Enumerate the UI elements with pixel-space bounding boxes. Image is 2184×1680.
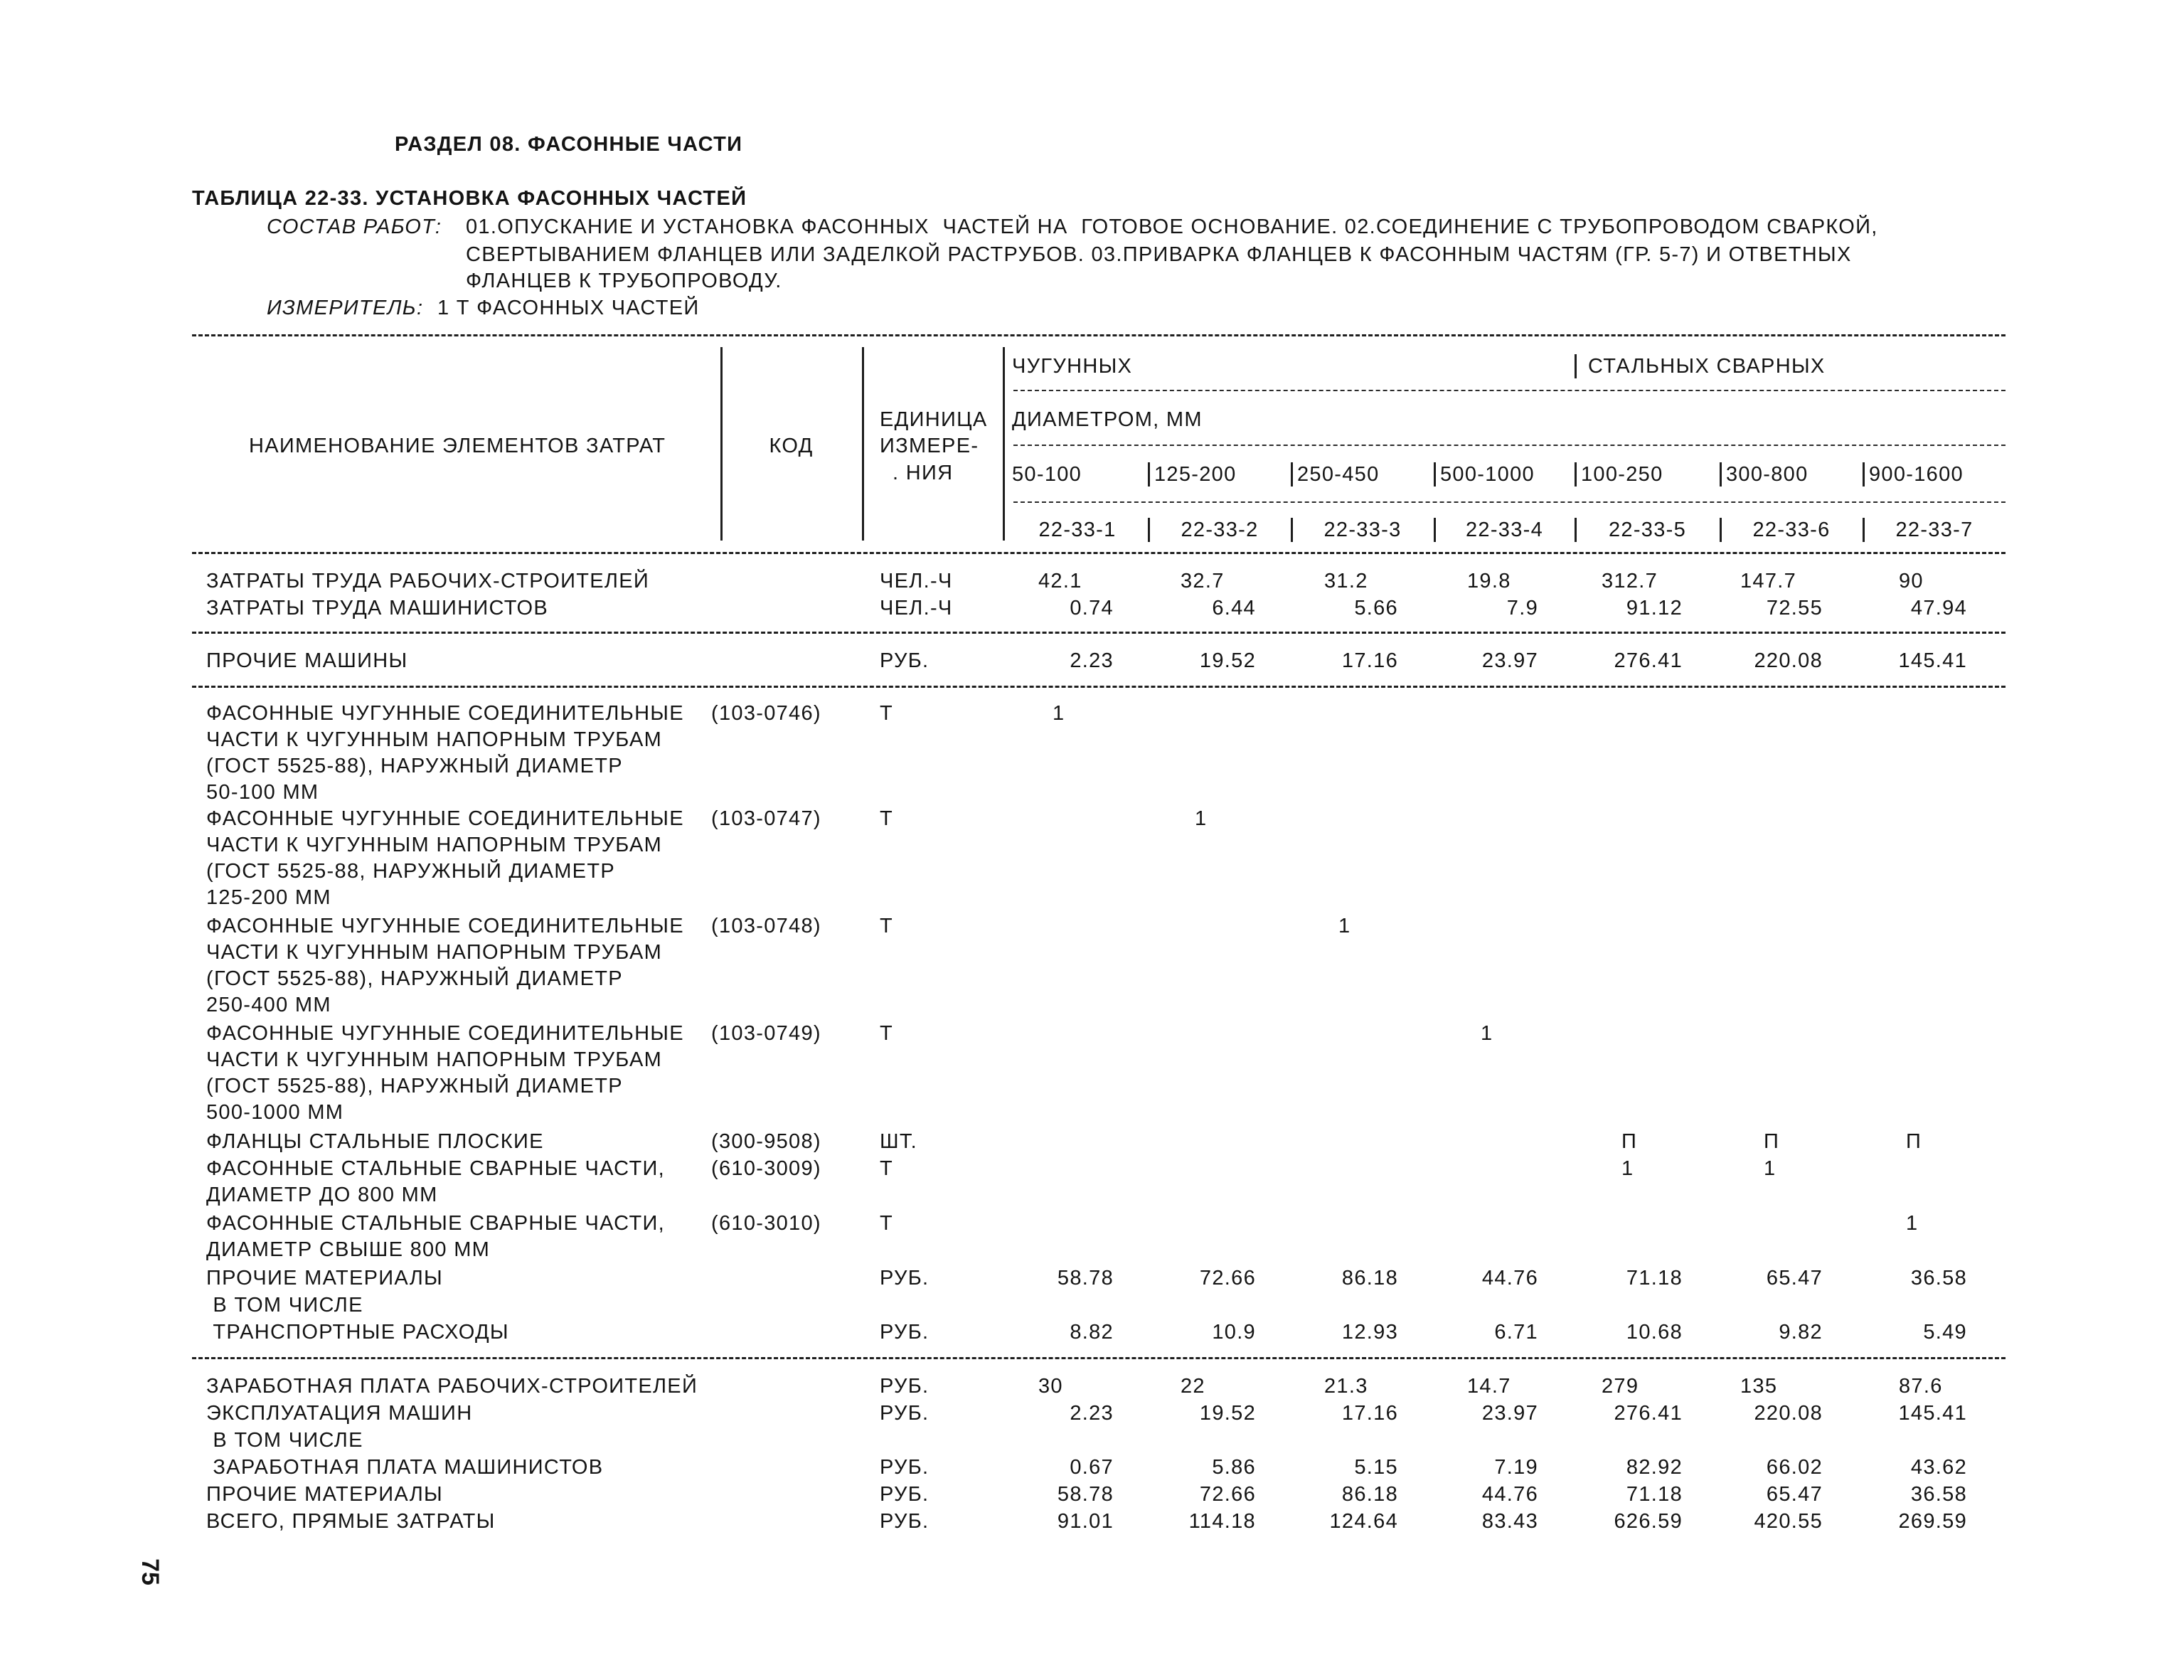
row-value: 5.49 — [1923, 1321, 1967, 1344]
material-name: 50-100 ММ — [206, 781, 319, 804]
total-value: 87.6 — [1899, 1375, 1943, 1398]
row-value: 5.66 — [1354, 597, 1398, 620]
col-separator — [1863, 462, 1865, 487]
material-code: (103-0747) — [711, 807, 821, 830]
total-value: 5.15 — [1354, 1456, 1398, 1479]
material-name: (ГОСТ 5525-88, НАРУЖНЫЙ ДИАМЕТР — [206, 860, 615, 883]
row-value: 71.18 — [1626, 1267, 1683, 1290]
col-separator — [1434, 462, 1436, 487]
material-code: (103-0746) — [711, 702, 821, 725]
column-code: 22-33-5 — [1608, 519, 1687, 541]
row-value: 17.16 — [1341, 649, 1398, 672]
material-value: П — [1764, 1130, 1780, 1153]
material-name: (ГОСТ 5525-88), НАРУЖНЫЙ ДИАМЕТР — [206, 1075, 623, 1097]
total-value: 65.47 — [1766, 1483, 1823, 1506]
material-unit: Т — [880, 702, 894, 725]
column-code: 22-33-3 — [1323, 519, 1402, 541]
total-value: 19.52 — [1199, 1402, 1256, 1425]
material-value: 1 — [1906, 1212, 1919, 1235]
total-name: ЭКСПЛУАТАЦИЯ МАШИН — [206, 1402, 473, 1425]
range-label: 300-800 — [1726, 463, 1809, 486]
total-unit: РУБ. — [880, 1375, 929, 1398]
row-value: 42.1 — [1038, 570, 1082, 592]
material-name: ЧАСТИ К ЧУГУННЫМ НАПОРНЫМ ТРУБАМ — [206, 941, 663, 964]
work-composition-label: СОСТАВ РАБОТ: — [267, 216, 442, 238]
material-code: (300-9508) — [711, 1130, 821, 1153]
total-value: 22 — [1181, 1375, 1205, 1398]
total-value: 44.76 — [1481, 1483, 1538, 1506]
material-unit: Т — [880, 807, 894, 830]
row-value: 19.8 — [1467, 570, 1511, 592]
total-name: ПРОЧИЕ МАТЕРИАЛЫ — [206, 1483, 444, 1506]
row-name: ЗАТРАТЫ ТРУДА МАШИНИСТОВ — [206, 597, 549, 620]
material-name: ДИАМЕТР СВЫШЕ 800 ММ — [206, 1238, 491, 1261]
rule-section — [192, 686, 2005, 688]
total-value: 83.43 — [1481, 1510, 1538, 1533]
row-value: 312.7 — [1602, 570, 1658, 592]
total-value: 43.62 — [1910, 1456, 1967, 1479]
total-value: 626.59 — [1614, 1510, 1683, 1533]
material-code: (610-3010) — [711, 1212, 821, 1235]
total-value: 0.67 — [1070, 1456, 1114, 1479]
row-value: 2.23 — [1070, 649, 1114, 672]
total-value: 71.18 — [1626, 1483, 1683, 1506]
row-value: 91.12 — [1626, 597, 1683, 620]
material-unit: ШТ. — [880, 1130, 918, 1153]
page-number: 75 — [137, 1558, 164, 1585]
total-value: 21.3 — [1324, 1375, 1368, 1398]
material-name: ФАСОННЫЕ СТАЛЬНЫЕ СВАРНЫЕ ЧАСТИ, — [206, 1157, 665, 1180]
range-label: 100-250 — [1581, 463, 1663, 486]
material-name: (ГОСТ 5525-88), НАРУЖНЫЙ ДИАМЕТР — [206, 967, 623, 990]
row-unit: РУБ. — [880, 649, 929, 672]
material-unit: Т — [880, 1157, 894, 1180]
total-value: 91.01 — [1057, 1510, 1114, 1533]
col-separator — [1720, 462, 1722, 487]
material-value: 1 — [1764, 1157, 1777, 1180]
column-code: 22-33-1 — [1038, 519, 1117, 541]
material-name: 250-400 ММ — [206, 994, 331, 1016]
material-name: ФАСОННЫЕ ЧУГУННЫЕ СОЕДИНИТЕЛЬНЫЕ — [206, 1022, 684, 1045]
row-unit: ЧЕЛ.-Ч — [880, 597, 953, 620]
row-value: 23.97 — [1481, 649, 1538, 672]
total-name: В ТОМ ЧИСЛЕ — [206, 1429, 363, 1452]
row-value: 19.52 — [1199, 649, 1256, 672]
total-value: 114.18 — [1188, 1510, 1256, 1533]
material-name: ЧАСТИ К ЧУГУННЫМ НАПОРНЫМ ТРУБАМ — [206, 728, 663, 751]
row-value: 90 — [1899, 570, 1924, 592]
total-value: 2.23 — [1070, 1402, 1114, 1425]
material-name: ФЛАНЦЫ СТАЛЬНЫЕ ПЛОСКИЕ — [206, 1130, 544, 1153]
range-label: 125-200 — [1154, 463, 1237, 486]
row-value: 65.47 — [1766, 1267, 1823, 1290]
row-unit: РУБ. — [880, 1267, 929, 1290]
material-name: ФАСОННЫЕ ЧУГУННЫЕ СОЕДИНИТЕЛЬНЫЕ — [206, 702, 684, 725]
col-separator — [1148, 462, 1150, 487]
rule-section — [192, 632, 2005, 634]
material-unit: Т — [880, 1212, 894, 1235]
material-name: ФАСОННЫЕ ЧУГУННЫЕ СОЕДИНИТЕЛЬНЫЕ — [206, 915, 684, 937]
range-label: 900-1600 — [1869, 463, 1964, 486]
row-value: 72.66 — [1199, 1267, 1256, 1290]
material-name: 125-200 ММ — [206, 886, 331, 909]
row-value: 276.41 — [1614, 649, 1683, 672]
material-value: 1 — [1195, 807, 1208, 830]
rule-top — [192, 334, 2005, 336]
total-value: 17.16 — [1341, 1402, 1398, 1425]
column-code: 22-33-7 — [1895, 519, 1973, 541]
material-code: (610-3009) — [711, 1157, 821, 1180]
total-value: 279 — [1602, 1375, 1639, 1398]
row-name: ПРОЧИЕ МАШИНЫ — [206, 649, 408, 672]
total-value: 23.97 — [1481, 1402, 1538, 1425]
total-value: 145.41 — [1898, 1402, 1967, 1425]
material-code: (103-0749) — [711, 1022, 821, 1045]
total-value: 269.59 — [1898, 1510, 1967, 1533]
total-name: ЗАРАБОТНАЯ ПЛАТА РАБОЧИХ-СТРОИТЕЛЕЙ — [206, 1375, 698, 1398]
material-value: П — [1621, 1130, 1638, 1153]
row-value: 10.9 — [1212, 1321, 1256, 1344]
total-value: 30 — [1038, 1375, 1063, 1398]
row-name: В ТОМ ЧИСЛЕ — [206, 1294, 363, 1317]
row-value: 86.18 — [1341, 1267, 1398, 1290]
row-value: 10.68 — [1626, 1321, 1683, 1344]
rule-header-bottom — [192, 552, 2005, 554]
material-value: 1 — [1481, 1022, 1493, 1045]
row-value: 32.7 — [1181, 570, 1225, 592]
col-separator — [1575, 462, 1577, 487]
row-name: ТРАНСПОРТНЫЕ РАСХОДЫ — [206, 1321, 509, 1344]
range-label: 50-100 — [1012, 463, 1082, 486]
section-title: РАЗДЕЛ 08. ФАСОННЫЕ ЧАСТИ — [395, 133, 743, 156]
header-code: КОД — [769, 435, 814, 457]
work-composition-line: ФЛАНЦЕВ К ТРУБОПРОВОДУ. — [466, 270, 782, 292]
material-value: П — [1906, 1130, 1922, 1153]
range-label: 500-1000 — [1440, 463, 1535, 486]
total-value: 5.86 — [1212, 1456, 1256, 1479]
material-value: 1 — [1338, 915, 1351, 937]
total-value: 135 — [1740, 1375, 1778, 1398]
col-separator — [1003, 347, 1005, 541]
col-separator — [862, 347, 864, 541]
row-unit: ЧЕЛ.-Ч — [880, 570, 953, 592]
measure-label: ИЗМЕРИТЕЛЬ: — [267, 297, 424, 319]
row-value: 0.74 — [1070, 597, 1114, 620]
measure-value: 1 Т ФАСОННЫХ ЧАСТЕЙ — [437, 297, 700, 319]
total-unit: РУБ. — [880, 1510, 929, 1533]
group-steel: СТАЛЬНЫХ СВАРНЫХ — [1588, 355, 1826, 378]
total-unit: РУБ. — [880, 1456, 929, 1479]
row-value: 7.9 — [1506, 597, 1538, 620]
row-value: 6.71 — [1494, 1321, 1538, 1344]
material-name: (ГОСТ 5525-88), НАРУЖНЫЙ ДИАМЕТР — [206, 755, 623, 777]
material-unit: Т — [880, 915, 894, 937]
column-code: 22-33-6 — [1752, 519, 1831, 541]
total-name: ВСЕГО, ПРЯМЫЕ ЗАТРАТЫ — [206, 1510, 496, 1533]
header-diameter: ДИАМЕТРОМ, ММ — [1012, 408, 1203, 431]
group-separator — [1575, 354, 1577, 378]
row-value: 44.76 — [1481, 1267, 1538, 1290]
row-value: 9.82 — [1779, 1321, 1823, 1344]
material-name: ФАСОННЫЕ СТАЛЬНЫЕ СВАРНЫЕ ЧАСТИ, — [206, 1212, 665, 1235]
total-value: 124.64 — [1329, 1510, 1398, 1533]
rule-section — [192, 1357, 2005, 1359]
row-value: 36.58 — [1910, 1267, 1967, 1290]
work-composition-line: СВЕРТЫВАНИЕМ ФЛАНЦЕВ ИЛИ ЗАДЕЛКОЙ РАСТРУБОВ. 03.ПРИВАРКА ФЛАНЦЕВ К ФАСОННЫМ ЧАСТЯМ (ГР. 5-7) И ОТВЕТНЫХ — [466, 243, 1852, 266]
total-value: 82.92 — [1626, 1456, 1683, 1479]
total-unit: РУБ. — [880, 1483, 929, 1506]
header-unit: ЕДИНИЦА — [880, 408, 988, 431]
row-value: 147.7 — [1740, 570, 1797, 592]
total-value: 86.18 — [1341, 1483, 1398, 1506]
header-unit: . НИЯ — [893, 462, 954, 484]
row-value: 145.41 — [1898, 649, 1967, 672]
column-code: 22-33-2 — [1181, 519, 1259, 541]
row-value: 220.08 — [1754, 649, 1823, 672]
material-name: ДИАМЕТР ДО 800 ММ — [206, 1184, 438, 1206]
range-label: 250-450 — [1297, 463, 1380, 486]
material-value: 1 — [1053, 702, 1065, 725]
total-value: 14.7 — [1467, 1375, 1511, 1398]
material-name: ЧАСТИ К ЧУГУННЫМ НАПОРНЫМ ТРУБАМ — [206, 1048, 663, 1071]
row-value: 58.78 — [1057, 1267, 1114, 1290]
row-unit: РУБ. — [880, 1321, 929, 1344]
row-value: 47.94 — [1910, 597, 1967, 620]
total-value: 66.02 — [1766, 1456, 1823, 1479]
rule-dash — [1013, 390, 2005, 391]
rule-dash — [1013, 501, 2005, 503]
header-name: НАИМЕНОВАНИЕ ЭЛЕМЕНТОВ ЗАТРАТ — [249, 435, 666, 457]
material-code: (103-0748) — [711, 915, 821, 937]
row-value: 6.44 — [1212, 597, 1256, 620]
total-value: 72.66 — [1199, 1483, 1256, 1506]
material-name: ФАСОННЫЕ ЧУГУННЫЕ СОЕДИНИТЕЛЬНЫЕ — [206, 807, 684, 830]
row-value: 31.2 — [1324, 570, 1368, 592]
total-value: 420.55 — [1754, 1510, 1823, 1533]
total-value: 58.78 — [1057, 1483, 1114, 1506]
row-value: 8.82 — [1070, 1321, 1114, 1344]
total-value: 220.08 — [1754, 1402, 1823, 1425]
group-cast-iron: ЧУГУННЫХ — [1012, 355, 1133, 378]
total-unit: РУБ. — [880, 1402, 929, 1425]
material-name: ЧАСТИ К ЧУГУННЫМ НАПОРНЫМ ТРУБАМ — [206, 834, 663, 856]
row-value: 72.55 — [1766, 597, 1823, 620]
rule-dash — [1013, 445, 2005, 446]
work-composition-line: 01.ОПУСКАНИЕ И УСТАНОВКА ФАСОННЫХ ЧАСТЕЙ НА ГОТОВОЕ ОСНОВАНИЕ. 02.СОЕДИНЕНИЕ С ТРУБОПРОВОДОМ СВАРКОЙ, — [466, 216, 1878, 238]
total-value: 276.41 — [1614, 1402, 1683, 1425]
total-value: 36.58 — [1910, 1483, 1967, 1506]
row-name: ПРОЧИЕ МАТЕРИАЛЫ — [206, 1267, 444, 1290]
row-value: 12.93 — [1341, 1321, 1398, 1344]
total-value: 7.19 — [1494, 1456, 1538, 1479]
row-name: ЗАТРАТЫ ТРУДА РАБОЧИХ-СТРОИТЕЛЕЙ — [206, 570, 650, 592]
material-value: 1 — [1621, 1157, 1634, 1180]
table-title: ТАБЛИЦА 22-33. УСТАНОВКА ФАСОННЫХ ЧАСТЕЙ — [192, 187, 747, 210]
col-separator — [1291, 462, 1293, 487]
total-name: ЗАРАБОТНАЯ ПЛАТА МАШИНИСТОВ — [206, 1456, 604, 1479]
material-name: 500-1000 ММ — [206, 1101, 344, 1124]
column-code: 22-33-4 — [1465, 519, 1544, 541]
material-unit: Т — [880, 1022, 894, 1045]
header-unit: ИЗМЕРЕ- — [880, 435, 979, 457]
